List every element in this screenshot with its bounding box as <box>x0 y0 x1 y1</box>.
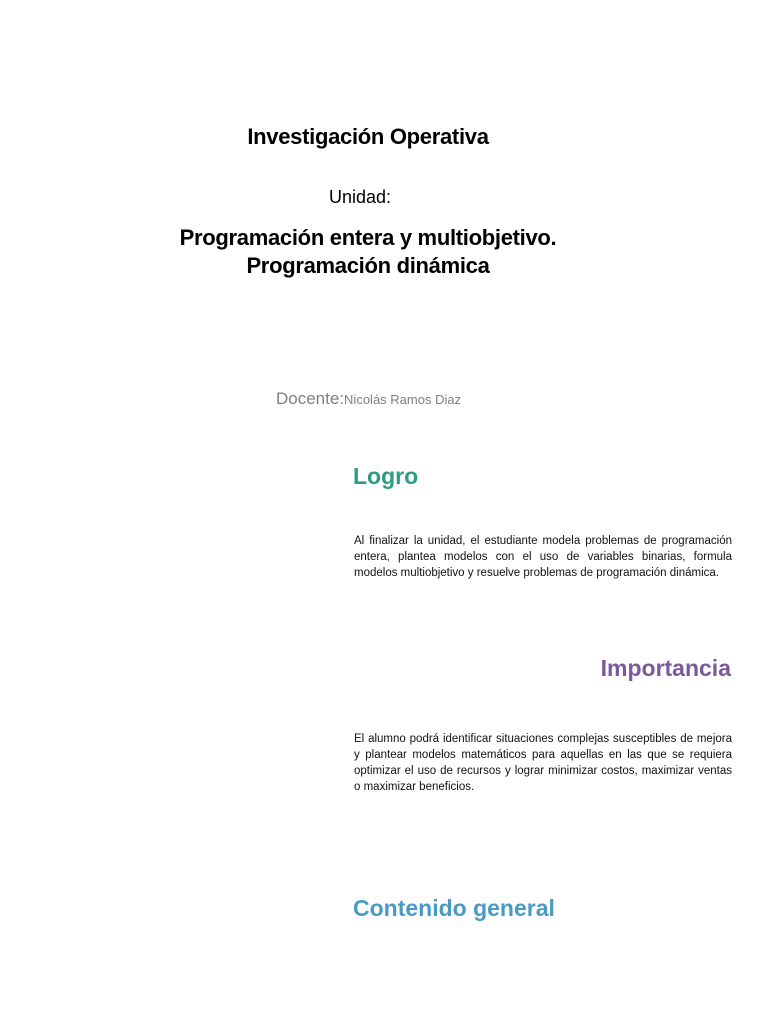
docente-label: Docente: <box>276 389 345 408</box>
unit-title <box>0 224 736 280</box>
unit-label: Unidad: <box>328 187 392 207</box>
importancia-heading: Importancia <box>600 655 731 681</box>
importancia-text: El alumno podrá identificar situaciones complejas susceptibles de mejora y plantear modelos matemáticos para aquellas en las que se requiera optimizar el uso de recursos y lograr minimizar costos, maximizar ventas o maximizar beneficios. <box>354 733 732 793</box>
logro-heading: Logro <box>353 463 419 489</box>
docente-line <box>276 389 461 409</box>
docente-name: Nicolás Ramos Diaz <box>344 392 462 407</box>
contenido-heading: Contenido general <box>353 895 555 921</box>
unit-title-line-2: Programación dinámica <box>246 253 490 278</box>
unit-title-line-1: Programación entera y multiobjetivo. <box>179 225 557 250</box>
logro-text: Al finalizar la unidad, el estudiante modela problemas de programación entera, plantea modelos con el uso de variables binarias, formula modelos multiobjetivo y resuelve problemas de programación dinámica. <box>354 535 732 579</box>
course-title: Investigación Operativa <box>247 124 489 149</box>
